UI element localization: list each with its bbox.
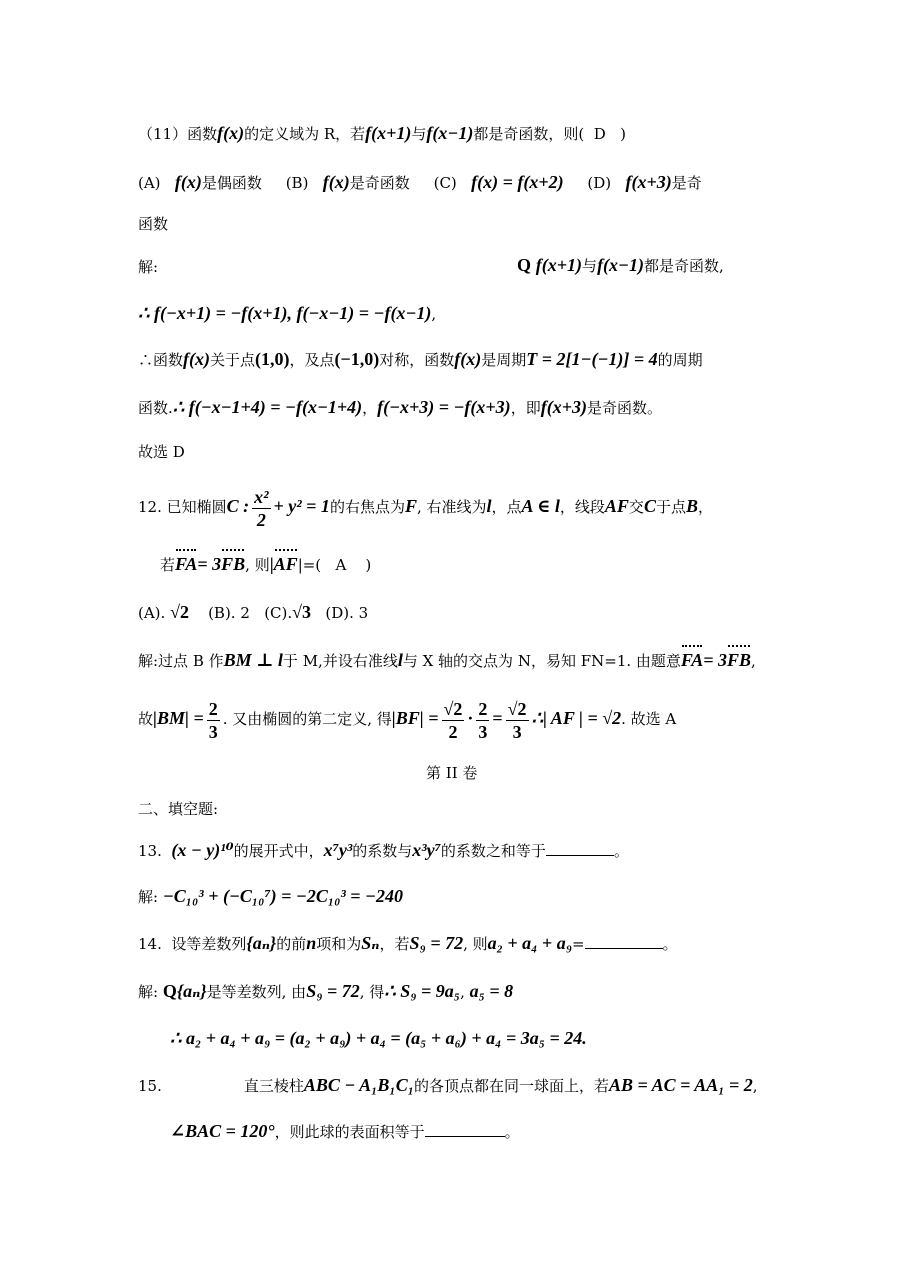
q12-frac-2-3b (476, 698, 489, 743)
q14-n: n (306, 933, 317, 953)
q12-sol1-eq3: = 3 (703, 650, 728, 670)
q11-stem-mid2: 与 (411, 125, 427, 143)
q11-sol3-f: 的周期 (657, 351, 703, 369)
q11-sol-given (517, 253, 724, 278)
q12-cond-b: , 则 (245, 556, 270, 574)
q11-sol3-fx: f(x) (183, 349, 210, 369)
q12-sol2-a: 故 (138, 710, 154, 728)
q12-ellipse-rest: + y² = 1 (273, 496, 330, 516)
q11-answer: D (593, 125, 606, 143)
q11-stem-mid1: 的定义域为 R，若 (244, 125, 366, 143)
q12-frac-sqrt2-num: √2 (443, 698, 463, 719)
q15-cond: AB = AC = AA₁ = 2 (609, 1075, 753, 1095)
q11-sol3-d: 对称，函数 (379, 351, 455, 369)
q11-close: ) (620, 125, 626, 143)
q12-f: F (404, 496, 417, 516)
q11-sol-line2-end: , (431, 305, 437, 323)
q11-sol4-a: 函数. (138, 399, 173, 417)
q12-frac-sqrt2-2 (442, 698, 465, 743)
q14-sol-text-a: 是等差数列, 由 (206, 983, 307, 1001)
q14-s9: S₉ = 72 (409, 933, 464, 953)
q12-opt-c-val: √3 (292, 602, 312, 622)
q12-stem (138, 478, 713, 535)
q12-bm-perp-l: BM ⊥ l (223, 650, 283, 670)
q13-text-a: 的展开式中， (233, 842, 324, 860)
q13-num: 13. (138, 842, 162, 860)
q11-opt-d-text: 是奇 (671, 174, 702, 192)
q12-stem-c: , 右准线为 (416, 498, 487, 516)
q13-text-c: 的系数之和等于 (440, 842, 546, 860)
q12-eq: = (492, 708, 503, 728)
q13-expr: (x − y)¹⁰ (171, 840, 234, 860)
q12-frac-2-3b-num: 2 (478, 698, 488, 719)
q12-frac-2-3-den: 3 (208, 721, 218, 742)
q14-sol-label: 解: (138, 983, 159, 1001)
q15-prism: ABC − A₁B₁C₁ (303, 1075, 414, 1095)
q12-sol1-l: l (397, 650, 403, 670)
q14-stem (138, 931, 678, 956)
q11-opt-a-label: (A) (138, 174, 161, 192)
q12-vec-fa: FA (175, 554, 198, 574)
q13-term1: x⁷y³ (323, 840, 353, 860)
q14-sol-q: Q (162, 981, 177, 1001)
q11-sol3-fx2: f(x) (454, 349, 482, 369)
q12-frac-2-3b-den: 3 (478, 721, 488, 742)
q11-sol-fx1: f(x+1) (535, 255, 583, 275)
q11-sol-q-text1: 与 (582, 257, 598, 275)
q11-opt-a-fx: f(x) (174, 172, 202, 192)
q12-options (138, 600, 368, 625)
q12-sol1-vec-fa: FA (680, 650, 704, 670)
q13-sol-expr: −C₁₀³ + (−C₁₀⁷) = −2C₁₀³ = −240 (162, 886, 403, 906)
q12-af: AF (604, 496, 629, 516)
q11-opt-c-label: (C) (433, 174, 457, 192)
q12-abs-bm: |BM| = (153, 708, 204, 728)
q15-stem (138, 1073, 758, 1098)
q12-sol1-c: 与 X 轴的交点为 N，易知 FN=1. 由题意 (402, 652, 681, 670)
q13-end: 。 (613, 842, 629, 860)
q15-end: 。 (504, 1123, 520, 1141)
q14-sol-a5: a₅ = 8 (469, 981, 514, 1001)
q14-num: 14. (138, 935, 162, 953)
q11-opt-b-label: (B) (285, 174, 309, 192)
q12-opt-b: (B). 2 (208, 604, 250, 622)
q13-text-b: 的系数与 (352, 842, 413, 860)
q12-ellipse-frac (252, 486, 270, 531)
q11-sol3-a: ∴函数 (138, 351, 184, 369)
q11-sol4-fx3: f(x+3) (540, 397, 587, 417)
q11-sol3-pt2: (−1,0) (334, 349, 380, 369)
q11-sol4-eq1: ∴ f(−x−1+4) = −f(x−1+4) (172, 397, 363, 417)
q12-stem-g: 于点 (655, 498, 686, 516)
section-subtitle: 二、填空题: (138, 800, 219, 818)
q15-num: 15. (138, 1077, 162, 1095)
q12-abs-open: | (269, 554, 274, 574)
q12-sol1-end: , (751, 652, 756, 670)
q13-sol-label: 解: (138, 888, 159, 906)
q11-sol4-d: 是奇函数。 (586, 399, 662, 417)
q11-options (138, 170, 702, 195)
q15-line2 (170, 1119, 520, 1144)
q11-sol-line4 (138, 395, 662, 420)
q11-opt-d-label: (D) (587, 174, 612, 192)
q14-sol-line2-eq: ∴ a₂ + a₄ + a₉ = (a₂ + a₉) + a₄ = (a₅ + a₆) + a₄ = 3a₅ = 24. (170, 1028, 587, 1048)
q11-stem-end: 都是奇函数，则( (473, 125, 585, 143)
q14-seq: {aₙ} (246, 933, 277, 953)
q13-blank[interactable] (546, 841, 614, 856)
q14-text-f: = (571, 935, 585, 953)
q12-stem-e: ，线段 (559, 498, 605, 516)
q11-opt-a-text: 是偶函数 (201, 174, 262, 192)
q14-text-c: 项和为 (316, 935, 362, 953)
q12-stem-h: ， (697, 498, 713, 516)
q12-sol-line1 (138, 648, 756, 673)
q11-sol-q: Q (517, 255, 532, 275)
q12-stem-a: 12. 已知椭圆 (138, 498, 227, 516)
q11-sol-fxm1: f(x−1) (597, 255, 644, 275)
q14-blank[interactable] (585, 934, 663, 949)
q12-ellipse-c: C : (226, 496, 250, 516)
q15-angle: ∠BAC = 120° (170, 1121, 275, 1141)
q12-l: l (486, 496, 492, 516)
q14-end: 。 (662, 935, 678, 953)
q11-sol3-b: 关于点 (210, 351, 256, 369)
q11-opt-c-eq: f(x) = f(x+2) (471, 172, 564, 192)
q14-text-d: ，若 (379, 935, 410, 953)
q14-sol-sep: , (460, 983, 465, 1001)
q12-sol1-b: 于 M,并设右准线 (282, 652, 398, 670)
q12-frac-num: x² (254, 486, 269, 507)
q11-fxm1: f(x−1) (426, 123, 474, 143)
q12-opt-a-val: √2 (170, 602, 189, 622)
q12-opt-a: (A). (138, 604, 166, 622)
q12-eq3: = 3 (197, 554, 222, 574)
q11-stem (138, 121, 626, 146)
q12-frac-sqrt2-3 (506, 698, 529, 743)
q12-sol2-b: . 又由椭圆的第二定义, 得 (222, 710, 392, 728)
q12-dot: · (467, 708, 474, 728)
q12-stem-f: 交 (628, 498, 644, 516)
q11-opt-b-fx: f(x) (322, 172, 350, 192)
q13-term2: x³y⁷ (412, 840, 441, 860)
q12-vec-af: AF (273, 554, 298, 574)
q12-frac-sqrt2-3-num: √2 (507, 698, 527, 719)
q12-stem-d: ，点 (491, 498, 522, 516)
q12-opt-d: (D). 3 (325, 604, 369, 622)
q12-stem-b: 的右焦点为 (329, 498, 405, 516)
q14-sol-line2 (170, 1026, 587, 1051)
q11-sol4-eq2: f(−x+3) = −f(x+3) (377, 397, 511, 417)
q12-frac-sqrt2-3-den: 3 (512, 721, 522, 742)
q12-cond-a: 若 (160, 556, 176, 574)
q14-text-a: 设等差数列 (171, 935, 247, 953)
q14-text-b: 的前 (276, 935, 307, 953)
q12-frac-2-3-num: 2 (208, 698, 218, 719)
q12-frac-2-3 (207, 698, 220, 743)
q12-therefore-af: ∴| AF | = √2 (531, 708, 622, 728)
q14-sol-line1 (138, 979, 513, 1004)
q11-sol3-pt1: (1,0) (255, 349, 290, 369)
q13-stem (138, 838, 629, 863)
q11-opt-d-fx: f(x+3) (625, 172, 672, 192)
q12-answer: A (335, 556, 347, 574)
q11-sol-label: 解: (138, 258, 159, 276)
q12-abs-bf: |BF| = (391, 708, 439, 728)
q12-vec-fb: FB (221, 554, 246, 574)
q11-sol-line2-eq: ∴ f(−x+1) = −f(x+1), f(−x−1) = −f(x−1) (138, 303, 432, 323)
q11-sol3-e: 是周期 (481, 351, 527, 369)
section-title: 第 II 卷 (426, 764, 478, 782)
q11-sol-q-text2: 都是奇函数, (643, 257, 724, 275)
q12-condition (160, 552, 371, 577)
q12-opt-c: (C). (264, 604, 293, 622)
q11-opt-b-text: 是奇函数 (349, 174, 410, 192)
q12-b: B (685, 496, 698, 516)
q15-text-d: ，则此球的表面积等于 (274, 1123, 425, 1141)
q11-sol-line3 (138, 347, 703, 372)
q12-frac-sqrt2-den: 2 (448, 721, 458, 742)
q15-text-c: , (752, 1077, 758, 1095)
q15-text-a: 直三棱柱 (243, 1077, 304, 1095)
q12-a-in-l: A ∈ l (521, 496, 560, 516)
q11-fx1: f(x+1) (365, 123, 412, 143)
q11-sol4-b: ， (362, 399, 378, 417)
q11-sol-line2 (138, 301, 436, 326)
q14-sn: Sₙ (361, 933, 380, 953)
q12-sol2-c: . 故选 A (621, 710, 677, 728)
q11-sol4-c: ，即 (510, 399, 541, 417)
q14-sol-s9-eq: ∴ S₉ = 9a₅ (384, 981, 461, 1001)
q12-c: C (643, 496, 656, 516)
q14-sum: a₂ + a₄ + a₉ (487, 933, 572, 953)
q11-sol3-period: T = 2[1−(−1)] = 4 (526, 349, 658, 369)
q15-blank[interactable] (425, 1122, 505, 1137)
q14-sol-text-b: , 得 (359, 983, 385, 1001)
q12-sol-line2 (138, 690, 676, 747)
q12-sol1-a: 解:过点 B 作 (138, 652, 224, 670)
q14-sol-s9: S₉ = 72 (306, 981, 360, 1001)
q11-sol3-c: ，及点 (289, 351, 335, 369)
q11-stem-num: （11）函数 (138, 125, 218, 143)
q15-text-b: 的各顶点都在同一球面上，若 (413, 1077, 609, 1095)
q11-conclude: 故选 D (138, 443, 185, 461)
q13-solution (138, 884, 403, 909)
q12-sol1-vec-fb: FB (727, 650, 752, 670)
q11-opt-d-wrap: 函数 (138, 215, 169, 233)
q14-text-e: , 则 (463, 935, 488, 953)
q12-abs-close: |=( (297, 556, 322, 574)
q12-frac-den: 2 (256, 509, 266, 530)
q11-fx: f(x) (217, 123, 245, 143)
q14-sol-seq: {aₙ} (176, 981, 207, 1001)
q12-close: ) (365, 556, 372, 574)
